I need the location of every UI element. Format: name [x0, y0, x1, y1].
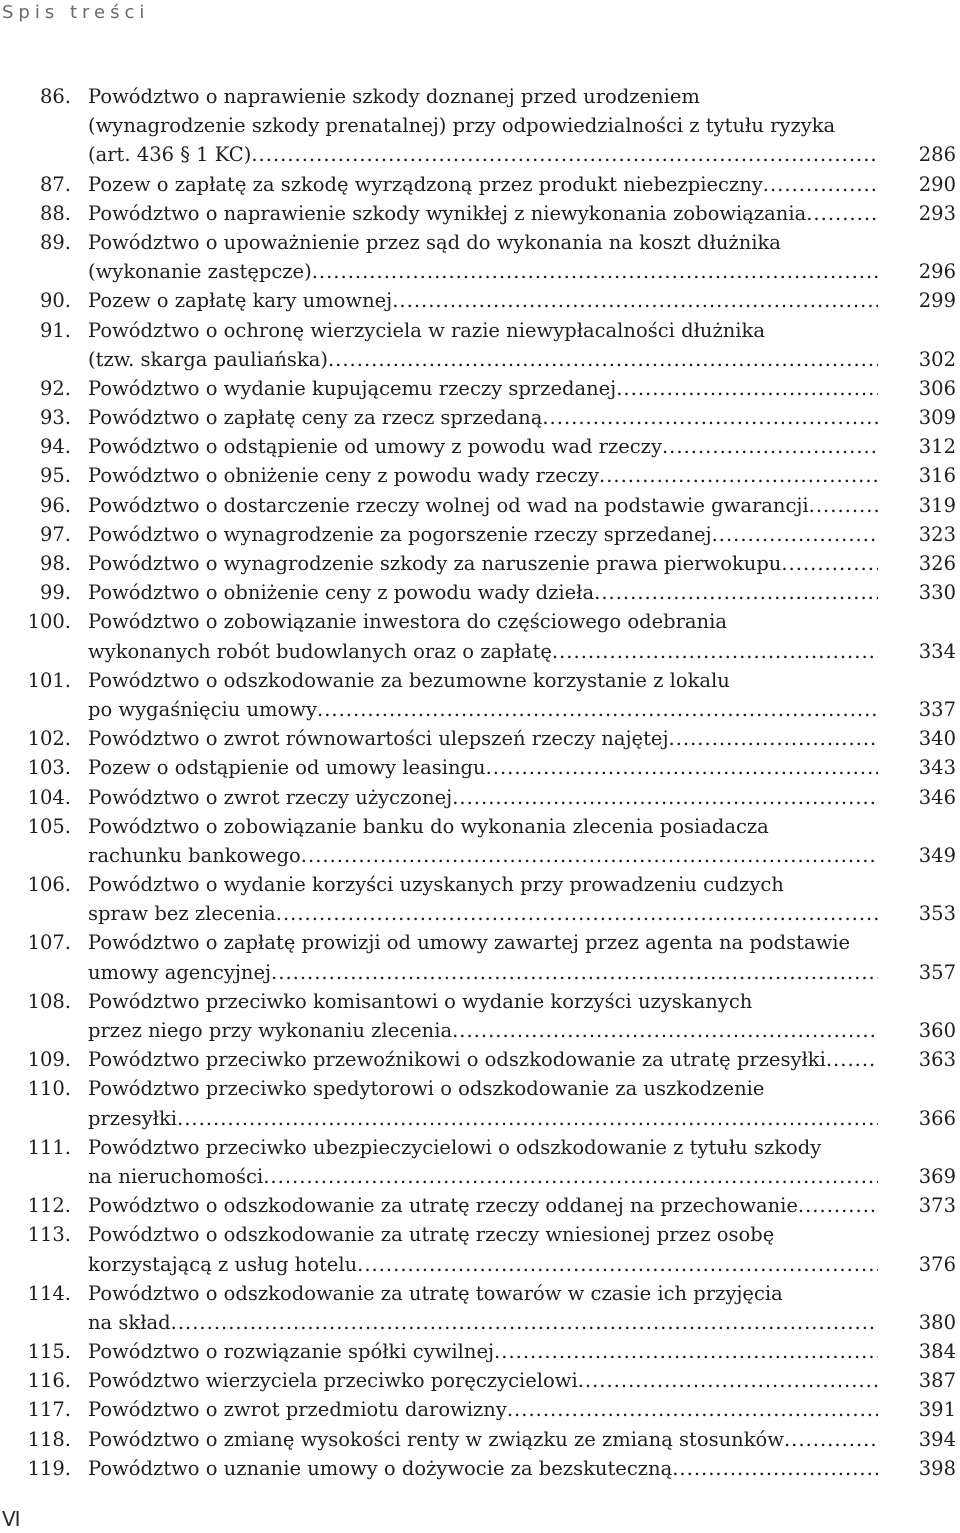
toc-entry-title-line: Powództwo o obniżenie ceny z powodu wady rzeczy — [88, 464, 599, 488]
toc-page-number: 366 — [918, 1106, 956, 1130]
toc-entry-number: 95. — [39, 464, 71, 488]
toc-entry-number: 88. — [39, 201, 71, 225]
toc-entry-title-line: przez niego przy wykonaniu zlecenia — [88, 1019, 453, 1042]
dot-leader — [599, 461, 878, 490]
toc-entry[interactable] — [0, 578, 960, 607]
toc-entry-number: 86. — [39, 85, 71, 108]
toc-entry-number: 93. — [39, 406, 71, 430]
toc-entry-title-line: Powództwo o naprawienie szkody doznanej przed urodzeniem — [88, 85, 700, 108]
toc-entry-title-line: Powództwo o zmianę wysokości renty w związku ze zmianą stosunków — [88, 1427, 784, 1451]
toc-entry[interactable] — [0, 987, 960, 1045]
toc-entry-number: 119. — [27, 1456, 71, 1480]
toc-entry[interactable] — [0, 1454, 960, 1483]
toc-entry-title-line: Powództwo o odstąpienie od umowy z powodu wad rzeczy — [88, 435, 662, 459]
toc-entry[interactable] — [0, 199, 960, 228]
toc-entry-title-line: na skład — [88, 1310, 171, 1334]
toc-entry-title-line: Powództwo o zwrot przedmiotu darowizny — [88, 1398, 507, 1422]
toc-entry[interactable] — [0, 403, 960, 432]
toc-entry[interactable] — [0, 1191, 960, 1220]
toc-entry[interactable] — [0, 753, 960, 782]
dot-leader — [171, 1308, 878, 1337]
toc-entry[interactable] — [0, 666, 960, 724]
dot-leader — [486, 753, 878, 782]
toc-entry[interactable] — [0, 374, 960, 403]
toc-page-number: 376 — [918, 1252, 956, 1276]
dot-leader — [263, 1162, 878, 1191]
toc-entry-number: 100. — [27, 610, 71, 634]
toc-entry-number: 96. — [39, 493, 71, 517]
toc-entry-title-line: Powództwo przeciwko ubezpieczycielowi o odszkodowanie z tytułu szkody — [88, 1135, 822, 1159]
dot-leader — [712, 520, 878, 549]
toc-entry[interactable] — [0, 724, 960, 753]
toc-entry-title-line: spraw bez zlecenia — [88, 902, 276, 926]
toc-entry-title-line: Powództwo przeciwko przewoźnikowi o odszkodowanie za utratę przesyłki — [88, 1048, 826, 1072]
toc-page-number: 340 — [918, 727, 956, 751]
toc-page-number: 363 — [918, 1048, 956, 1072]
toc-entry[interactable] — [0, 1279, 960, 1337]
toc-entry-number: 118. — [27, 1427, 71, 1451]
dot-leader — [392, 286, 878, 315]
toc-entry-title-line: Powództwo wierzyciela przeciwko poręczycielowi — [88, 1369, 578, 1393]
running-header: Spis treści — [2, 2, 150, 23]
toc-entry-number: 94. — [39, 435, 71, 459]
toc-entry-title-line: Powództwo o odszkodowanie za utratę towarów w czasie ich przyjęcia — [88, 1281, 783, 1305]
toc-entry-title-line: przesyłki — [88, 1106, 178, 1130]
toc-entry-number: 116. — [27, 1369, 71, 1393]
toc-entry[interactable] — [0, 783, 960, 812]
dot-leader — [328, 345, 878, 374]
toc-entry-title-line: (wynagrodzenie szkody prenatalnej) przy odpowiedzialności z tytułu ryzyka — [88, 114, 836, 138]
toc-entry-number: 99. — [39, 581, 71, 605]
toc-entry-title-line: Powództwo o naprawienie szkody wynikłej z niewykonania zobowiązania — [88, 201, 807, 225]
toc-entry[interactable] — [0, 1366, 960, 1395]
toc-page-number: 391 — [918, 1398, 956, 1422]
dot-leader — [452, 1016, 878, 1045]
toc-page-number: 326 — [918, 552, 956, 575]
toc-entry-title-line: Pozew o odstąpienie od umowy leasingu — [88, 756, 486, 780]
toc-entry-title-line: Pozew o zapłatę kary umownej — [88, 289, 393, 313]
toc-entry-number: 97. — [39, 522, 71, 546]
toc-entry[interactable] — [0, 491, 960, 520]
toc-entry-title-line: umowy agencyjnej — [88, 960, 272, 984]
dot-leader — [578, 1366, 878, 1395]
toc-entry[interactable] — [0, 1395, 960, 1424]
toc-entry[interactable] — [0, 82, 960, 170]
toc-entry[interactable] — [0, 928, 960, 986]
toc-page-number: 394 — [918, 1427, 956, 1451]
toc-entry[interactable] — [0, 1133, 960, 1191]
toc-entry[interactable] — [0, 461, 960, 490]
toc-entry-number: 105. — [27, 814, 71, 838]
toc-entry-title-line: Powództwo przeciwko spedytorowi o odszkodowanie za uszkodzenie — [88, 1077, 765, 1101]
toc-page-number: 343 — [918, 756, 956, 780]
toc-entry[interactable] — [0, 170, 960, 199]
dot-leader — [662, 432, 878, 461]
dot-leader — [177, 1104, 878, 1133]
toc-entry-number: 92. — [39, 376, 71, 400]
toc-page-number: 360 — [918, 1019, 956, 1042]
toc-page-number: 299 — [918, 289, 956, 313]
page-number-footer: VI — [2, 1507, 20, 1531]
toc-entry-title-line: na nieruchomości — [88, 1164, 264, 1188]
dot-leader — [494, 1337, 878, 1366]
toc-page-number: 398 — [918, 1456, 956, 1480]
dot-leader — [798, 1191, 878, 1220]
toc-entry-title-line: Powództwo o wydanie kupującemu rzeczy sprzedanej — [88, 376, 617, 400]
toc-page-number: 319 — [918, 493, 956, 517]
toc-entry-title-line: Powództwo o zwrot rzeczy użyczonej — [88, 785, 453, 809]
toc-entry-title-line: (art. 436 § 1 KC) — [88, 143, 252, 167]
toc-entry-title-line: Powództwo o uznanie umowy o dożywocie za bezskuteczną — [88, 1456, 673, 1480]
toc-page-number: 353 — [918, 902, 956, 926]
toc-page-number: 330 — [918, 581, 956, 605]
toc-entry-title-line: (wykonanie zastępcze) — [88, 260, 312, 284]
toc-entry[interactable] — [0, 549, 960, 578]
toc-page-number: 290 — [918, 172, 956, 196]
toc-page-number: 323 — [918, 522, 956, 546]
toc-page-number: 306 — [918, 376, 956, 400]
toc-page-number: 309 — [918, 406, 956, 430]
toc-entry-title-line: Powództwo o zobowiązanie inwestora do częściowego odebrania — [88, 610, 727, 634]
toc-entry-title-line: Powództwo o ochronę wierzyciela w razie niewypłacalności dłużnika — [88, 318, 765, 342]
toc-entry-title-line: wykonanych robót budowlanych oraz o zapłatę — [88, 639, 552, 663]
toc-page-number: 316 — [918, 464, 956, 488]
toc-page-number: 380 — [918, 1310, 956, 1334]
toc-page-number: 337 — [918, 697, 956, 721]
toc-entry-title-line: Powództwo o dostarczenie rzeczy wolnej od wad na podstawie gwarancji — [88, 493, 809, 517]
toc-entry-title-line: Powództwo o odszkodowanie za utratę rzeczy oddanej na przechowanie — [88, 1194, 798, 1218]
toc-entry-number: 101. — [27, 668, 71, 692]
toc-entry-title-line: Powództwo o odszkodowanie za utratę rzeczy wniesionej przez osobę — [88, 1223, 775, 1247]
toc-entry[interactable] — [0, 1337, 960, 1366]
toc-entry-number: 113. — [27, 1223, 71, 1247]
toc-entry[interactable] — [0, 316, 960, 374]
toc-page-number: 384 — [918, 1340, 956, 1364]
toc-page-number: 286 — [918, 143, 956, 167]
toc-entry-title-line: po wygaśnięciu umowy — [88, 697, 317, 721]
toc-page-number: 387 — [918, 1369, 956, 1393]
toc-entry[interactable] — [0, 432, 960, 461]
toc-entry[interactable] — [0, 1074, 960, 1132]
toc-entry-title-line: Powództwo o zobowiązanie banku do wykonania zlecenia posiadacza — [88, 814, 769, 838]
dot-leader — [357, 1250, 878, 1279]
toc-entry-title-line: rachunku bankowego — [88, 843, 301, 867]
toc-entry-title-line: Powództwo przeciwko komisantowi o wydanie korzyści uzyskanych — [88, 989, 753, 1013]
toc-entry-title-line: Powództwo o obniżenie ceny z powodu wady dzieła — [88, 581, 595, 605]
dot-leader — [669, 724, 879, 753]
toc-entry-number: 111. — [27, 1135, 71, 1159]
dot-leader — [594, 578, 878, 607]
toc-page-number: 346 — [918, 785, 956, 809]
dot-leader — [784, 1425, 878, 1454]
toc-entry[interactable] — [0, 1220, 960, 1278]
dot-leader — [276, 899, 878, 928]
dot-leader — [826, 1045, 878, 1074]
toc-entry-number: 102. — [27, 727, 71, 751]
toc-page-number: 334 — [918, 639, 956, 663]
toc-entry-number: 87. — [39, 172, 71, 196]
dot-leader — [507, 1395, 878, 1424]
toc-entry-number: 107. — [27, 931, 71, 955]
dot-leader — [809, 491, 878, 520]
toc-entry-title-line: Powództwo o wydanie korzyści uzyskanych przy prowadzeniu cudzych — [88, 873, 784, 897]
dot-leader — [552, 637, 878, 666]
dot-leader — [251, 140, 878, 169]
dot-leader — [616, 374, 878, 403]
toc-entry-number: 110. — [27, 1077, 71, 1101]
dot-leader — [452, 783, 878, 812]
toc-entry[interactable] — [0, 520, 960, 549]
toc-page-number: 302 — [918, 347, 956, 371]
toc-entry-number: 103. — [27, 756, 71, 780]
table-of-contents — [0, 82, 960, 1483]
toc-page-number: 373 — [918, 1194, 956, 1218]
toc-entry-number: 89. — [39, 230, 71, 254]
toc-entry[interactable] — [0, 607, 960, 665]
dot-leader — [763, 170, 878, 199]
toc-entry-number: 108. — [27, 989, 71, 1013]
toc-entry[interactable] — [0, 812, 960, 870]
toc-entry[interactable] — [0, 1045, 960, 1074]
toc-entry-title-line: Powództwo o zwrot równowartości ulepszeń rzeczy najętej — [88, 727, 669, 751]
toc-entry-title-line: Powództwo o wynagrodzenie za pogorszenie rzeczy sprzedanej — [88, 522, 712, 546]
toc-entry-title-line: korzystającą z usług hotelu — [88, 1252, 358, 1276]
toc-entry[interactable] — [0, 228, 960, 286]
dot-leader — [301, 841, 878, 870]
toc-page-number: 357 — [918, 960, 956, 984]
toc-entry-title-line: Powództwo o zapłatę ceny za rzecz sprzedaną — [88, 406, 543, 430]
toc-page-number: 349 — [918, 843, 956, 867]
toc-entry-title-line: Powództwo o upoważnienie przez sąd do wykonania na koszt dłużnika — [88, 230, 781, 254]
toc-entry-number: 109. — [27, 1048, 71, 1072]
toc-entry-number: 90. — [39, 289, 71, 313]
toc-entry-title-line: Powództwo o wynagrodzenie szkody za naruszenie prawa pierwokupu — [88, 552, 782, 575]
toc-page-number: 293 — [918, 201, 956, 225]
toc-entry-number: 98. — [39, 552, 71, 575]
dot-leader — [806, 199, 878, 228]
toc-entry-number: 114. — [27, 1281, 71, 1305]
toc-entry-title-line: Powództwo o odszkodowanie za bezumowne korzystanie z lokalu — [88, 668, 730, 692]
toc-entry-number: 104. — [27, 785, 71, 809]
toc-entry-number: 117. — [27, 1398, 71, 1422]
dot-leader — [317, 695, 878, 724]
toc-entry-title-line: Powództwo o rozwiązanie spółki cywilnej — [88, 1340, 495, 1364]
toc-page-number: 296 — [918, 260, 956, 284]
toc-entry-title-line: Powództwo o zapłatę prowizji od umowy zawartej przez agenta na podstawie — [88, 931, 851, 955]
dot-leader — [271, 958, 878, 987]
dot-leader — [542, 403, 878, 432]
toc-entry-number: 91. — [39, 318, 71, 342]
toc-page-number: 312 — [918, 435, 956, 459]
dot-leader — [312, 257, 878, 286]
toc-page-number: 369 — [918, 1164, 956, 1188]
toc-entry-title-line: Pozew o zapłatę za szkodę wyrządzoną przez produkt niebezpieczny — [88, 172, 763, 196]
toc-entry[interactable] — [0, 286, 960, 315]
toc-entry-number: 106. — [27, 873, 71, 897]
toc-entry-number: 112. — [27, 1194, 71, 1218]
toc-entry-title-line: (tzw. skarga pauliańska) — [88, 347, 328, 371]
dot-leader — [781, 549, 878, 578]
toc-entry[interactable] — [0, 1425, 960, 1454]
toc-entry[interactable] — [0, 870, 960, 928]
toc-entry-number: 115. — [27, 1340, 71, 1364]
dot-leader — [672, 1454, 878, 1483]
